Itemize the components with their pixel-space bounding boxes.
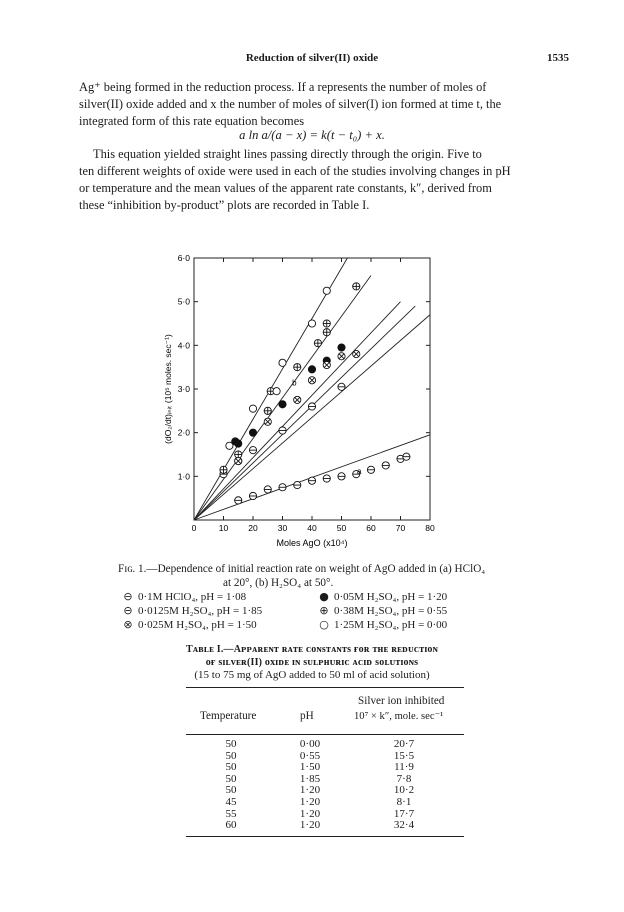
y-tick-label: 3·0 bbox=[177, 384, 190, 394]
y-tick-label: 5·0 bbox=[177, 296, 190, 307]
table-cell: 50 bbox=[225, 761, 237, 774]
table-row bbox=[186, 739, 464, 751]
data-point-minus-circle bbox=[338, 473, 345, 480]
data-point-cross-circle bbox=[338, 353, 345, 360]
table-row bbox=[186, 820, 464, 832]
data-point-minus-circle bbox=[367, 466, 374, 473]
x-tick-label: 50 bbox=[336, 523, 347, 533]
data-point-minus-circle bbox=[308, 477, 315, 484]
table-cell: 50 bbox=[225, 749, 237, 762]
data-point-filled-circle bbox=[308, 366, 315, 373]
table-cell: 15·5 bbox=[393, 749, 415, 762]
column-header-ph: pH bbox=[300, 710, 314, 722]
data-point-minus-circle bbox=[249, 492, 256, 499]
figure-caption-line: at 20°, (b) H₂SO₄ at 50°. bbox=[223, 577, 334, 589]
page-header bbox=[0, 52, 624, 68]
text-line: Ag⁺ being formed in the reduction process. If a represents the number of moles of bbox=[79, 80, 487, 94]
data-point-filled-circle bbox=[338, 344, 345, 351]
text-line: integrated form of this rate equation becomes bbox=[79, 114, 305, 128]
filled-circle-icon: ● bbox=[319, 590, 329, 603]
table-header-rule bbox=[186, 734, 464, 735]
text-line: This equation yielded straight lines passing directly through the origin. Five to bbox=[93, 147, 482, 161]
table-row bbox=[186, 797, 464, 809]
data-point-cross-circle bbox=[235, 457, 242, 464]
table-cell: 50 bbox=[225, 784, 237, 797]
legend-item bbox=[122, 590, 246, 604]
text-line: silver(II) oxide added and x the number of moles of silver(I) ion formed at time t, the bbox=[79, 97, 502, 111]
data-point-plus-circle bbox=[323, 320, 330, 327]
data-point-plus-circle bbox=[314, 340, 321, 347]
series-line bbox=[194, 315, 430, 520]
data-point-open-circle bbox=[249, 405, 256, 412]
data-point-open-circle bbox=[226, 442, 233, 449]
table-cell: 7·8 bbox=[396, 772, 412, 785]
data-point-open-circle bbox=[323, 287, 330, 294]
table-bottom-rule bbox=[186, 836, 464, 837]
legend-label: 0·05M H₂SO₄, pH = 1·20 bbox=[334, 591, 448, 603]
x-tick-label: 60 bbox=[366, 523, 376, 533]
legend-item bbox=[318, 590, 447, 604]
legend-label: 0·1M HClO₄, pH = 1·08 bbox=[138, 591, 247, 603]
figure-caption bbox=[118, 562, 558, 590]
table-top-rule bbox=[186, 687, 464, 688]
legend-item bbox=[122, 618, 257, 632]
table-caption-line: ᴏғ sɪʟᴠᴇʀ(II) ᴏxɪᴅᴇ ɪɴ sᴜʟᴘʜᴜʀɪᴄ ᴀᴄɪᴅ sᴏʟᴜᴛɪᴏɴs bbox=[205, 657, 419, 668]
legend-label: 0·0125M H₂SO₄, pH = 1·85 bbox=[138, 605, 263, 617]
table-cell: 1·20 bbox=[299, 795, 321, 808]
data-point-plus-circle bbox=[353, 283, 360, 290]
annotation: b bbox=[292, 378, 297, 388]
legend-label: 0·38M H₂SO₄, pH = 0·55 bbox=[334, 605, 448, 617]
table-cell: 10·2 bbox=[393, 784, 415, 797]
y-tick-label: 2·0 bbox=[177, 427, 190, 438]
data-point-minus-circle bbox=[235, 497, 242, 504]
legend-item bbox=[122, 604, 262, 618]
data-point-minus-circle bbox=[249, 447, 256, 454]
data-point-minus-circle bbox=[403, 453, 410, 460]
data-point-filled-circle bbox=[235, 440, 242, 447]
table-cell: 45 bbox=[225, 795, 237, 808]
rate-equation: a ln a/(a − x) = k(t − t₀) + x. bbox=[239, 128, 385, 142]
cross-circle-icon: ⊗ bbox=[123, 618, 133, 631]
table-caption-line: Tᴀʙʟᴇ I.—Aᴘᴘᴀʀᴇɴᴛ ʀᴀᴛᴇ ᴄᴏɴsᴛᴀɴᴛs ғᴏʀ ᴛʜᴇ ʀᴇᴅᴜᴄᴛɪᴏɴ bbox=[185, 644, 439, 655]
x-tick-label: 40 bbox=[307, 523, 317, 533]
paragraph-1 bbox=[79, 79, 546, 130]
data-point-cross-circle bbox=[264, 418, 271, 425]
legend-item bbox=[318, 604, 447, 618]
table-cell: 8·1 bbox=[396, 795, 412, 808]
column-header-temperature: Temperature bbox=[200, 710, 257, 722]
data-point-minus-circle bbox=[338, 383, 345, 390]
table-cell: 60 bbox=[225, 819, 237, 832]
data-point-open-circle bbox=[279, 359, 286, 366]
x-tick-label: 30 bbox=[277, 523, 288, 533]
data-point-minus-circle bbox=[323, 475, 330, 482]
x-axis-label: Moles AgO (x10⁴) bbox=[276, 538, 348, 548]
data-point-plus-circle bbox=[264, 407, 271, 414]
table-cell: 20·7 bbox=[393, 738, 415, 750]
data-point-filled-circle bbox=[279, 401, 286, 408]
data-point-plus-circle bbox=[323, 329, 330, 336]
data-point-cross-circle bbox=[308, 377, 315, 384]
table-cell: 1·20 bbox=[299, 784, 321, 797]
legend-item bbox=[318, 618, 447, 632]
y-axis-label: (dO₂/dt)ᵢₙᵢₜ (10⁵ moles. sec⁻¹) bbox=[163, 334, 173, 444]
table-cell: 1·20 bbox=[299, 819, 321, 832]
legend-label: 1·25M H₂SO₄, pH = 0·00 bbox=[334, 619, 448, 631]
data-point-minus-circle bbox=[308, 403, 315, 410]
data-point-minus-circle bbox=[264, 486, 271, 493]
data-point-cross-circle bbox=[294, 396, 301, 403]
y-tick-label: 4·0 bbox=[177, 340, 190, 351]
table-cell: 55 bbox=[225, 807, 237, 820]
column-header-rate-units: 10⁷ × k″, mole. sec⁻¹ bbox=[354, 711, 444, 722]
text-line: these “inhibition by-product” plots are recorded in Table I. bbox=[79, 198, 370, 212]
table-cell: 50 bbox=[225, 738, 237, 750]
x-tick-label: 20 bbox=[248, 523, 258, 533]
minus-circle-icon: ⊖ bbox=[123, 590, 133, 603]
text-line: or temperature and the mean values of the apparent rate constants, k″, derived from bbox=[79, 181, 492, 195]
table-cell: 32·4 bbox=[393, 819, 415, 832]
y-tick-label: 1·0 bbox=[177, 471, 190, 482]
table-cell: 1·20 bbox=[299, 807, 321, 820]
x-tick-label: 10 bbox=[218, 523, 229, 533]
data-point-minus-circle bbox=[294, 481, 301, 488]
minus-circle-icon: ⊖ bbox=[123, 604, 133, 617]
text-line: ten different weights of oxide were used in each of the studies involving changes in pH bbox=[79, 164, 511, 178]
data-point-minus-circle bbox=[279, 427, 286, 434]
table-caption bbox=[0, 643, 624, 682]
table-cell: 0·00 bbox=[299, 738, 321, 750]
open-circle-icon: ○ bbox=[319, 618, 329, 631]
table-cell: 17·7 bbox=[393, 807, 415, 820]
rate-constants-table bbox=[186, 739, 464, 832]
y-tick-label: 6·0 bbox=[177, 253, 190, 263]
annotation: a bbox=[356, 467, 362, 477]
paragraph-2 bbox=[79, 146, 546, 214]
table-caption-line: (15 to 75 mg of AgO added to 50 ml of acid solution) bbox=[194, 669, 430, 681]
plus-circle-icon: ⊕ bbox=[319, 604, 329, 617]
figure-1-plot bbox=[160, 250, 460, 550]
data-point-cross-circle bbox=[353, 350, 360, 357]
figure-caption-line: Fɪɢ. 1.—Dependence of initial reaction rate on weight of AgO added in (a) HClO₄ bbox=[118, 563, 486, 575]
x-tick-label: 0 bbox=[191, 523, 197, 533]
page-number: 1535 bbox=[547, 52, 569, 64]
series-line bbox=[194, 306, 415, 520]
table-header bbox=[186, 692, 464, 732]
running-title: Reduction of silver(II) oxide bbox=[245, 52, 379, 64]
column-header-rate: Silver ion inhibited bbox=[358, 695, 445, 707]
data-point-open-circle bbox=[308, 320, 315, 327]
x-tick-label: 80 bbox=[425, 523, 435, 533]
data-point-minus-circle bbox=[279, 484, 286, 491]
data-point-filled-circle bbox=[249, 429, 256, 436]
data-point-open-circle bbox=[273, 388, 280, 395]
table-cell: 1·50 bbox=[299, 761, 321, 774]
table-cell: 0·55 bbox=[299, 749, 321, 762]
x-tick-label: 70 bbox=[395, 523, 406, 533]
data-point-plus-circle bbox=[294, 364, 301, 371]
table-cell: 11·9 bbox=[394, 761, 414, 774]
legend-label: 0·025M H₂SO₄, pH = 1·50 bbox=[138, 619, 257, 631]
table-cell: 50 bbox=[225, 772, 237, 785]
data-point-minus-circle bbox=[382, 462, 389, 469]
data-point-plus-circle bbox=[220, 466, 227, 473]
table-cell: 1·85 bbox=[299, 772, 321, 785]
data-point-cross-circle bbox=[323, 361, 330, 368]
